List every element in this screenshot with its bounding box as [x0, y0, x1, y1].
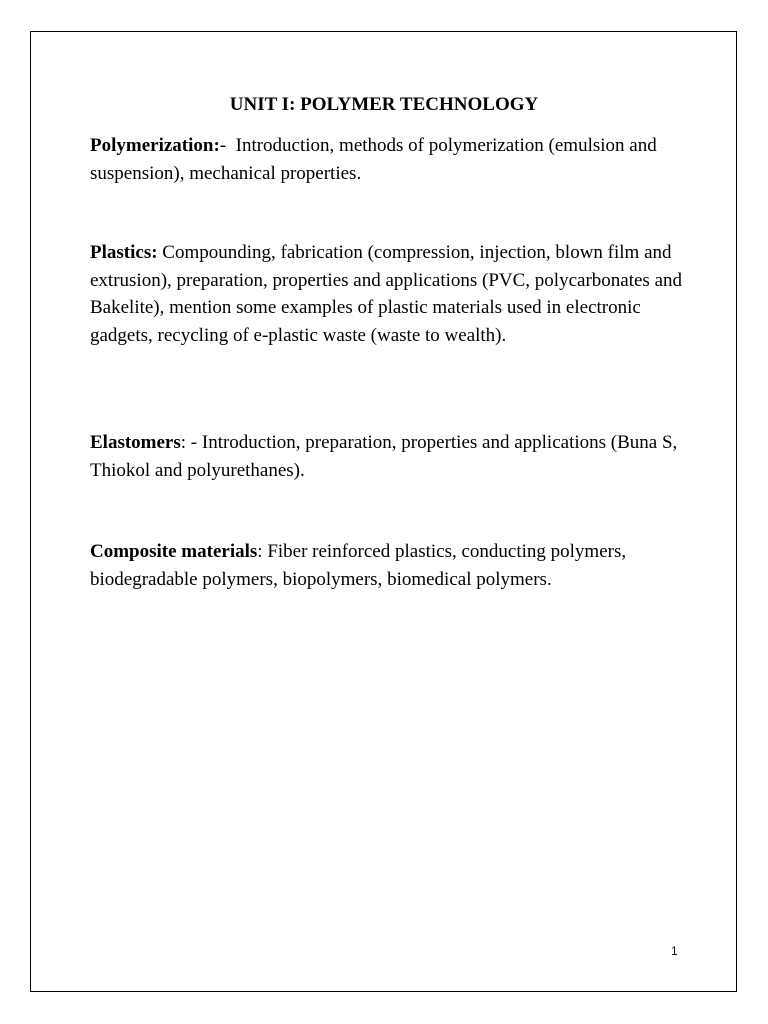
section-heading-composite-materials: Composite materials [90, 541, 258, 562]
section-heading-elastomers: Elastomers [90, 432, 181, 453]
section-elastomers [90, 429, 690, 484]
section-separator-polymerization: - [219, 135, 236, 156]
section-body-elastomers: Introduction, preparation, properties and applications (Buna S, Thiokol and polyurethanes). [90, 432, 678, 481]
page-number: 1 [671, 944, 678, 958]
section-separator-elastomers: : - [180, 432, 202, 453]
section-body-polymerization: Introduction, methods of polymerization (emulsion and suspension), mechanical properties. [90, 135, 657, 184]
section-heading-plastics: Plastics: [90, 242, 158, 263]
section-plastics [90, 239, 690, 349]
section-composite-materials [90, 538, 690, 593]
section-body-composite-materials: Fiber reinforced plastics, conducting polymers, biodegradable polymers, biopolymers, biomedical polymers. [90, 541, 627, 590]
page-title: UNIT I: POLYMER TECHNOLOGY [229, 94, 539, 115]
section-polymerization [90, 132, 690, 187]
section-body-plastics: Compounding, fabrication (compression, injection, blown film and extrusion), preparation, properties and applications (PVC, polycarbonates and Bakelite), mention some examples of plastic materials used in electronic gadgets, recycling of e-plastic waste (waste to wealth). [90, 242, 682, 346]
section-separator-composite-materials: : [257, 541, 268, 562]
section-heading-polymerization: Polymerization: [90, 135, 220, 156]
